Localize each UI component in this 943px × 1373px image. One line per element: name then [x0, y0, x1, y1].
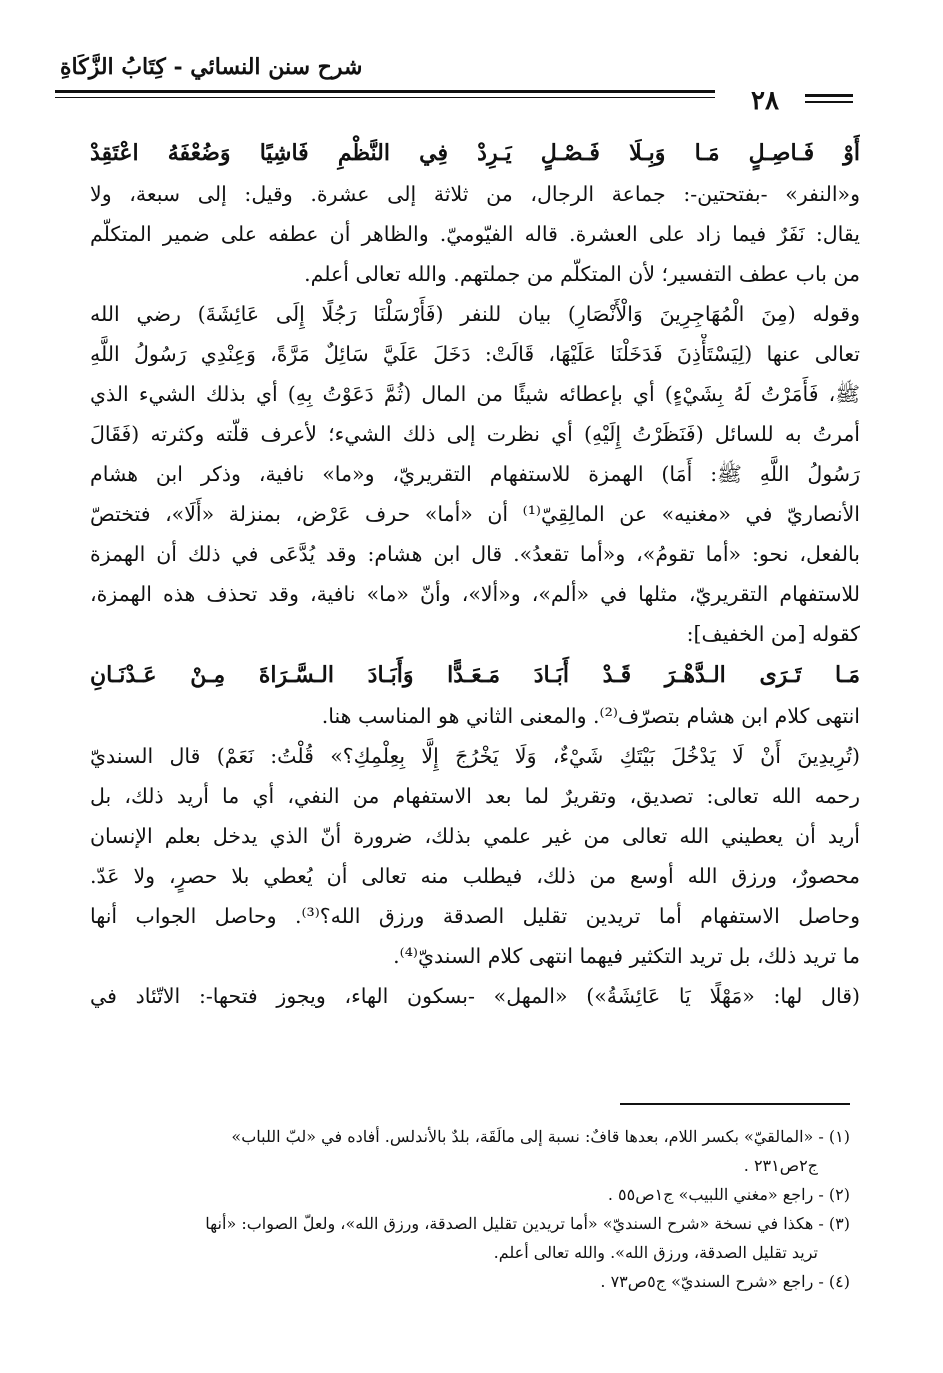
footnote: (٤) - راجع «شرح السنديّ» ج٥ص٧٣ .	[600, 1272, 850, 1291]
footnote: (١) - «المالقيّ» بكسر اللام، بعدها قافٌ: نسبة إلى مالَقَة، بلدٌ بالأندلس. أفاده في «لبّ اللباب»	[231, 1127, 850, 1146]
header-rule-top	[55, 90, 715, 93]
text-line: رَسُولُ اللَّهِ ﷺ: أَمَا) الهمزة للاستفهام التقريريّ، و«ما» نافية، وذكر ابن هشام	[90, 462, 860, 486]
text-line: وقوله (مِنَ الْمُهَاجِرِينَ وَالْأَنْصَارِ) بيان للنفر (فَأَرْسَلْنَا رَجُلًا إِلَى عَائِشَةَ) رضي الله	[90, 302, 860, 326]
text-line: بالفعل، نحو: «أما تقومُ»، و«أما تقعدُ». قال ابن هشام: وقد يُدَّعَى في ذلك أن الهمزة	[90, 542, 860, 566]
text-line: ﷺ، فَأَمَرْتُ لَهُ بِشَيْءٍ) أي بإعطائه شيئًا من المال (ثُمَّ دَعَوْتُ بِهِ) أي بذلك الشيء الذي	[90, 382, 860, 406]
text-line: كقوله [من الخفيف]:	[686, 622, 860, 646]
footnote-continuation: ج٢ص٢٣١ .	[743, 1156, 818, 1175]
text-line: أريد أن يعطيني الله تعالى من غير علمي بذلك، ضرورة أنّ الذي يدخل بعلم الإنسان	[90, 824, 860, 848]
text-line: من باب عطف التفسير؛ لأن المتكلّم من جملتهم. والله تعالى أعلم.	[304, 262, 860, 286]
footnote: (٢) - راجع «مغني اللبيب» ج١ص٥٥ .	[607, 1185, 850, 1204]
text-line: انتهى كلام ابن هشام بتصرّف⁽²⁾. والمعنى الثاني هو المناسب هنا.	[321, 704, 860, 728]
footnote-continuation: تريد تقليل الصدقة، ورزق الله». والله تعالى أعلم.	[493, 1243, 818, 1262]
text-line: للاستفهام التقريريّ، مثلها في «ألم»، و«ألا»، وأنّ «ما» نافية، وقد تحذف هذه الهمزة،	[90, 582, 860, 606]
main-text	[90, 132, 860, 1016]
verse-line: مَـا تَـرَى الـدَّهْـرَ قَـدْ أَبَـادَ مَـعَـدًّا وَأَبَـادَ الـسَّـرَاةَ مِـنْ عَـدْنَـانِ	[90, 662, 860, 688]
verse-line: أَوْ فَـاصِـلٍ مَـا وَبِـلَا فَـصْـلٍ يَـرِدْ فِي النَّظْمِ فَاشِيًا وَضُعْفَهُ اعْتَقِدْ	[90, 140, 860, 166]
text-line: رحمه الله تعالى: تصديق، وتقريرٌ لما بعد الاستفهام من النفي، أي ما أريد ذلك، بل	[90, 784, 860, 808]
text-line: محصورٌ، ورزق الله أوسع من ذلك، فيطلب منه تعالى أن يُعطي بلا حصرٍ، ولا عَدّ.	[90, 864, 860, 888]
text-line: و«النفر» -بفتحتين-: جماعة الرجال، من ثلاثة إلى عشرة. وقيل: إلى سبعة، ولا	[90, 182, 860, 206]
text-line: (قال لها: «مَهْلًا يَا عَائِشَةُ») «المهل» -بسكون الهاء، ويجوز فتحها-: الاتّئاد في	[90, 984, 860, 1008]
text-line: تعالى عنها (لِيَسْتَأْذِنَ فَدَخَلْنَا عَلَيْهَا، قَالَتْ: دَخَلَ عَلَيَّ سَائِلٌ مَرَّةً، وَعِنْدِي رَسُولُ اللَّهِ	[90, 342, 860, 366]
page-number-rule-top	[805, 94, 853, 97]
text-line: يقال: نَفَرٌ فيما زاد على العشرة. قاله الفيّوميّ. والظاهر أن عطفه على ضمير المتكلّم	[90, 222, 860, 246]
footnote-separator	[620, 1103, 850, 1105]
text-line: وحاصل الاستفهام أما تريدين تقليل الصدقة ورزق الله؟⁽³⁾. وحاصل الجواب أنها	[90, 904, 860, 928]
text-line: الأنصاريّ في «مغنيه» عن المالِقِيّ⁽¹⁾ أن «أما» حرف عَرْض، بمنزلة «أَلَا»، فتختصّ	[90, 502, 860, 526]
running-header-title: شرح سنن النسائي - كِتَابُ الزَّكَاةِ	[60, 54, 363, 80]
header-rule-bottom	[55, 97, 715, 98]
page-number: ٢٨	[751, 86, 779, 116]
footnote: (٣) - هكذا في نسخة «شرح السنديّ» «أما تريدين تقليل الصدقة، ورزق الله»، ولعلّ الصواب: «أنها	[205, 1214, 850, 1233]
footnotes	[60, 1122, 850, 1296]
text-line: (تُرِيدِينَ أَنْ لَا يَدْخُلَ بَيْتَكِ شَيْءٌ، وَلَا يَخْرُجَ إِلَّا بِعِلْمِكِ؟» قُلْتُ: نَعَمْ) قال السنديّ	[90, 744, 860, 768]
text-line: ما تريد ذلك، بل تريد التكثير فيهما انتهى كلام السنديّ⁽⁴⁾.	[393, 944, 860, 968]
page-number-rule-bottom	[805, 101, 853, 103]
text-line: أمرتُ به للسائل (فَنَظَرْتُ إِلَيْهِ) أي نظرت إلى ذلك الشيء؛ لأعرف قلّته وكثرته (فَقَالَ	[90, 422, 860, 446]
